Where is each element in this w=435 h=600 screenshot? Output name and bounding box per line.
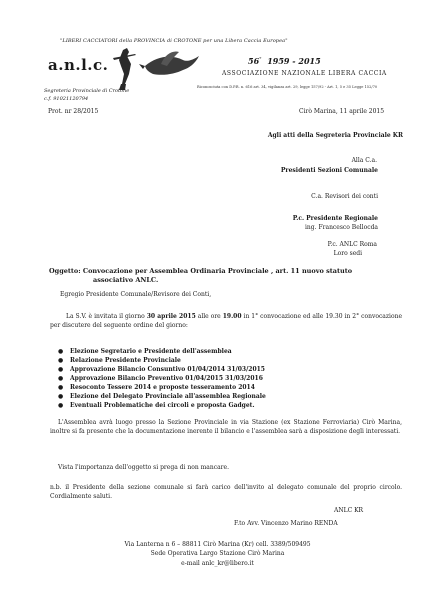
agenda-item-text: Elezione Segretario e Presidente dell'assemblea <box>70 348 232 355</box>
secretariat-name: Segreteria Provinciale di Crotone <box>44 88 130 94</box>
tax-code: c.f. 91021120794 <box>44 96 89 102</box>
anniversary-number: 56 <box>248 56 260 66</box>
agenda-item <box>58 356 266 365</box>
affiliation-note: Riconosciuta con D.P.R. n. 616 art. 34, vigilanza art. 29, legge 157/92 - Art. 1, 5 e 35 Legge 152/70 <box>197 85 378 89</box>
agenda-item <box>58 374 266 383</box>
bullet-icon: ● <box>58 393 64 400</box>
recipient-line-3: Presidenti Sezioni Comunale <box>280 167 378 174</box>
recipient-line-8: Loro sedi <box>333 250 362 257</box>
association-name: ASSOCIAZIONE NAZIONALE LIBERA CACCIA <box>222 70 387 77</box>
protocol-number: Prot. nr 28/2015 <box>48 108 99 115</box>
header-tagline: "LIBERI CACCIATORI della PROVINCIA di CROTONE per una Libera Caccia Europea" <box>60 38 288 44</box>
signature-name: F.to Avv. Vincenzo Marino RENDA <box>234 520 338 527</box>
agenda-item <box>58 401 266 410</box>
agenda-item-text: Relazione Presidente Provinciale <box>70 357 181 364</box>
subject-label: Oggetto: <box>49 267 81 275</box>
bullet-icon: ● <box>58 384 64 391</box>
meeting-time: 19.00 <box>222 313 242 320</box>
bullet-icon: ● <box>58 375 64 382</box>
bullet-icon: ● <box>58 402 64 409</box>
agenda-item <box>58 347 266 356</box>
location-paragraph: L'Assemblea avrà luogo presso la Sezione Provinciale in via Stazione (ex Stazione Ferroviaria) Cirò Marina, inoltre si fa presente che la documentazione inerente il bilancio e l'assemblea sarà a disposizione degli interessati. <box>50 419 402 435</box>
recipient-line-6: ing. Francesco Bellocda <box>305 224 378 231</box>
bullet-icon: ● <box>58 366 64 373</box>
subject-line-2: associativo ANLC. <box>93 276 159 284</box>
logo-text: a.n.l.c. <box>48 56 109 74</box>
meeting-date: 30 aprile 2015 <box>146 313 196 320</box>
agenda-item-text: Elezione del Delegato Provinciale all'assemblea Regionale <box>70 393 266 400</box>
greeting: Egregio Presidente Comunale/Revisore dei Conti, <box>60 291 212 298</box>
agenda-list <box>58 347 266 410</box>
bullet-icon: ● <box>58 357 64 364</box>
agenda-item <box>58 365 266 374</box>
signature-org: ANLC KR <box>334 507 364 514</box>
subject-block <box>49 267 352 285</box>
agenda-item <box>58 383 266 392</box>
note-paragraph: n.b. il Presidente della sezione comunale si farà carico dell'invito al delegato comunale del proprio circolo. Cordialmente saluti. <box>50 484 402 500</box>
anniversary-suffix: ° <box>259 56 262 63</box>
anniversary-badge <box>248 56 321 66</box>
anniversary-years: 1959 - 2015 <box>267 56 321 66</box>
subject-line-1: Convocazione per Assemblea Ordinaria Provinciale , art. 11 nuovo statuto <box>82 267 353 275</box>
agenda-item-text: Eventuali Problematiche dei circoli e proposta Gadget. <box>70 402 255 409</box>
recipient-line-7: P.c. ANLC Roma <box>327 241 377 248</box>
para1-text-a: La S.V. è invitata il giorno <box>66 313 147 320</box>
recipient-line-2: Alla C.a. <box>351 157 377 164</box>
recipient-line-5: P.c. Presidente Regionale <box>292 215 378 222</box>
recipient-line-4: C.a. Revisori dei conti <box>311 193 378 200</box>
attendance-paragraph: Vista l'importanza dell'oggetto si prega di non mancare. <box>58 464 229 471</box>
hunter-bird-logo <box>105 44 205 92</box>
agenda-item-text: Approvazione Bilancio Preventivo 01/04/2015 31/03/2016 <box>70 375 263 382</box>
agenda-item-text: Approvazione Bilancio Consuntivo 01/04/2014 31/03/2015 <box>70 366 265 373</box>
agenda-item <box>58 392 266 401</box>
recipient-line-1: Agli atti della Segreteria Provinciale KR <box>267 132 403 139</box>
convocation-paragraph <box>50 313 402 330</box>
footer-email: e-mail anlc_kr@libero.it <box>181 560 254 567</box>
date-line: Cirò Marina, 11 aprile 2015 <box>299 108 385 115</box>
bird-hunter-icon <box>105 44 205 92</box>
agenda-item-text: Resoconto Tessere 2014 e proposte tesseramento 2014 <box>70 384 255 391</box>
para1-text-b: alle ore <box>195 313 223 320</box>
footer-address: Via Lanterna n 6 – 88811 Cirò Marina (Kr) cell. 3389/509495 <box>124 541 311 548</box>
bullet-icon: ● <box>58 348 64 355</box>
footer-office: Sede Operativa Largo Stazione Cirò Marina <box>150 550 285 557</box>
para1-text-c: in 1° convocazione ed alle 19.30 in 2° convocazione per discutere del seguente ordine del giorno: <box>50 313 402 329</box>
